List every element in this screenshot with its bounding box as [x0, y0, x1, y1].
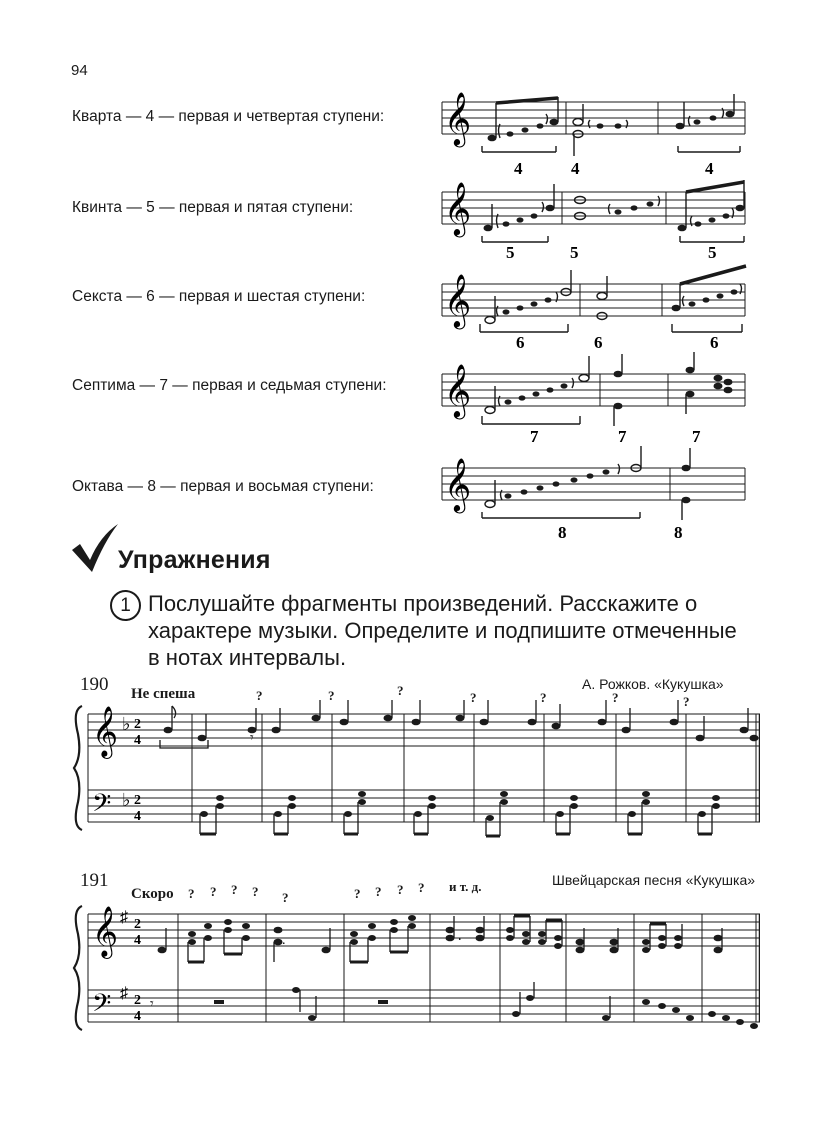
interval-staff-fourth: [440, 88, 750, 178]
question-mark: ?: [397, 683, 404, 698]
interval-mark: 5: [506, 243, 515, 262]
question-mark: ?: [397, 882, 404, 897]
question-mark: ?: [470, 690, 477, 705]
question-mark: ?: [328, 688, 335, 703]
interval-mark: 7: [692, 427, 701, 446]
interval-staff-fifth: [440, 178, 750, 268]
question-mark: ?: [375, 884, 382, 899]
interval-mark: 4: [571, 159, 580, 178]
score-190: [70, 700, 760, 840]
interval-label-sixth: Секста — 6 — первая и шестая ступени:: [72, 288, 366, 305]
svg-text:.: .: [282, 933, 286, 948]
interval-staff-octave: [440, 446, 750, 546]
treble-clef-icon: 𝄞: [444, 365, 472, 416]
interval-label-seventh: Септима — 7 — первая и седьмая ступени:: [72, 377, 387, 394]
interval-mark: 8: [674, 523, 683, 542]
svg-text:.: .: [458, 929, 462, 944]
sharp-icon: ♯: [120, 985, 128, 1002]
question-mark: ?: [256, 688, 263, 703]
svg-text:2: 2: [134, 993, 141, 1008]
svg-text:4: 4: [134, 733, 141, 748]
question-mark: ?: [683, 694, 690, 709]
treble-clef-icon: 𝄞: [92, 707, 119, 756]
interval-mark: 7: [530, 427, 539, 446]
exercises-title: Упражнения: [118, 546, 271, 574]
question-mark: ?: [252, 884, 259, 899]
score-191: [70, 900, 760, 1050]
treble-clef-icon: 𝄞: [444, 275, 472, 326]
interval-mark: 4: [705, 159, 714, 178]
piece-number: 190: [80, 674, 109, 695]
bass-clef-icon: 𝄢: [92, 990, 112, 1023]
bass-clef-icon: 𝄢: [92, 790, 112, 823]
tempo-marking: Не спеша: [131, 686, 196, 702]
question-mark: ?: [282, 890, 289, 905]
interval-staff-seventh: [440, 352, 750, 447]
interval-mark: 6: [594, 333, 603, 352]
question-mark: ?: [231, 882, 238, 897]
flat-icon: ♭: [122, 714, 131, 734]
interval-label-octave: Октава — 8 — первая и восьмая ступени:: [72, 478, 374, 495]
svg-text:4: 4: [134, 1009, 141, 1024]
piece-attribution: А. Рожков. «Кукушка»: [582, 676, 724, 692]
question-mark: ?: [354, 886, 361, 901]
interval-mark: 6: [516, 333, 525, 352]
svg-text:2: 2: [134, 917, 141, 932]
interval-mark: 8: [558, 523, 567, 542]
interval-label-fifth: Квинта — 5 — первая и пятая ступени:: [72, 199, 354, 216]
etc-marking: и т. д.: [449, 879, 482, 894]
sharp-icon: ♯: [120, 909, 128, 926]
interval-mark: 5: [708, 243, 717, 262]
tempo-marking: Скоро: [131, 886, 174, 902]
svg-text:2: 2: [134, 793, 141, 808]
treble-clef-icon: 𝄞: [444, 93, 472, 144]
treble-clef-icon: 𝄞: [444, 459, 472, 510]
task-text: Послушайте фрагменты произведений. Расскажите о характере музыки. Определите и подпишите отмеченные в нотах интервалы.: [148, 591, 737, 670]
task-number: 1: [110, 590, 141, 621]
svg-text:𝄾: 𝄾: [150, 997, 154, 1012]
checkmark-icon: [70, 522, 120, 574]
svg-text:4: 4: [134, 809, 141, 824]
interval-staff-sixth: [440, 262, 750, 354]
question-mark: ?: [418, 880, 425, 895]
treble-clef-icon: 𝄞: [444, 183, 472, 234]
interval-mark: 7: [618, 427, 627, 446]
question-mark: ?: [188, 886, 195, 901]
question-mark: ?: [540, 690, 547, 705]
flat-icon: ♭: [122, 790, 131, 810]
svg-text:4: 4: [134, 933, 141, 948]
page-number: 94: [71, 62, 88, 79]
interval-mark: 4: [514, 159, 523, 178]
question-mark: ?: [612, 690, 619, 705]
svg-text:𝄾: 𝄾: [250, 731, 254, 746]
svg-text:2: 2: [134, 717, 141, 732]
interval-label-fourth: Кварта — 4 — первая и четвертая ступени:: [72, 108, 385, 125]
treble-clef-icon: 𝄞: [92, 907, 119, 956]
interval-mark: 5: [570, 243, 579, 262]
piece-attribution: Швейцарская песня «Кукушка»: [552, 872, 756, 888]
piece-number: 191: [80, 870, 109, 891]
interval-mark: 6: [710, 333, 719, 352]
question-mark: ?: [210, 884, 217, 899]
